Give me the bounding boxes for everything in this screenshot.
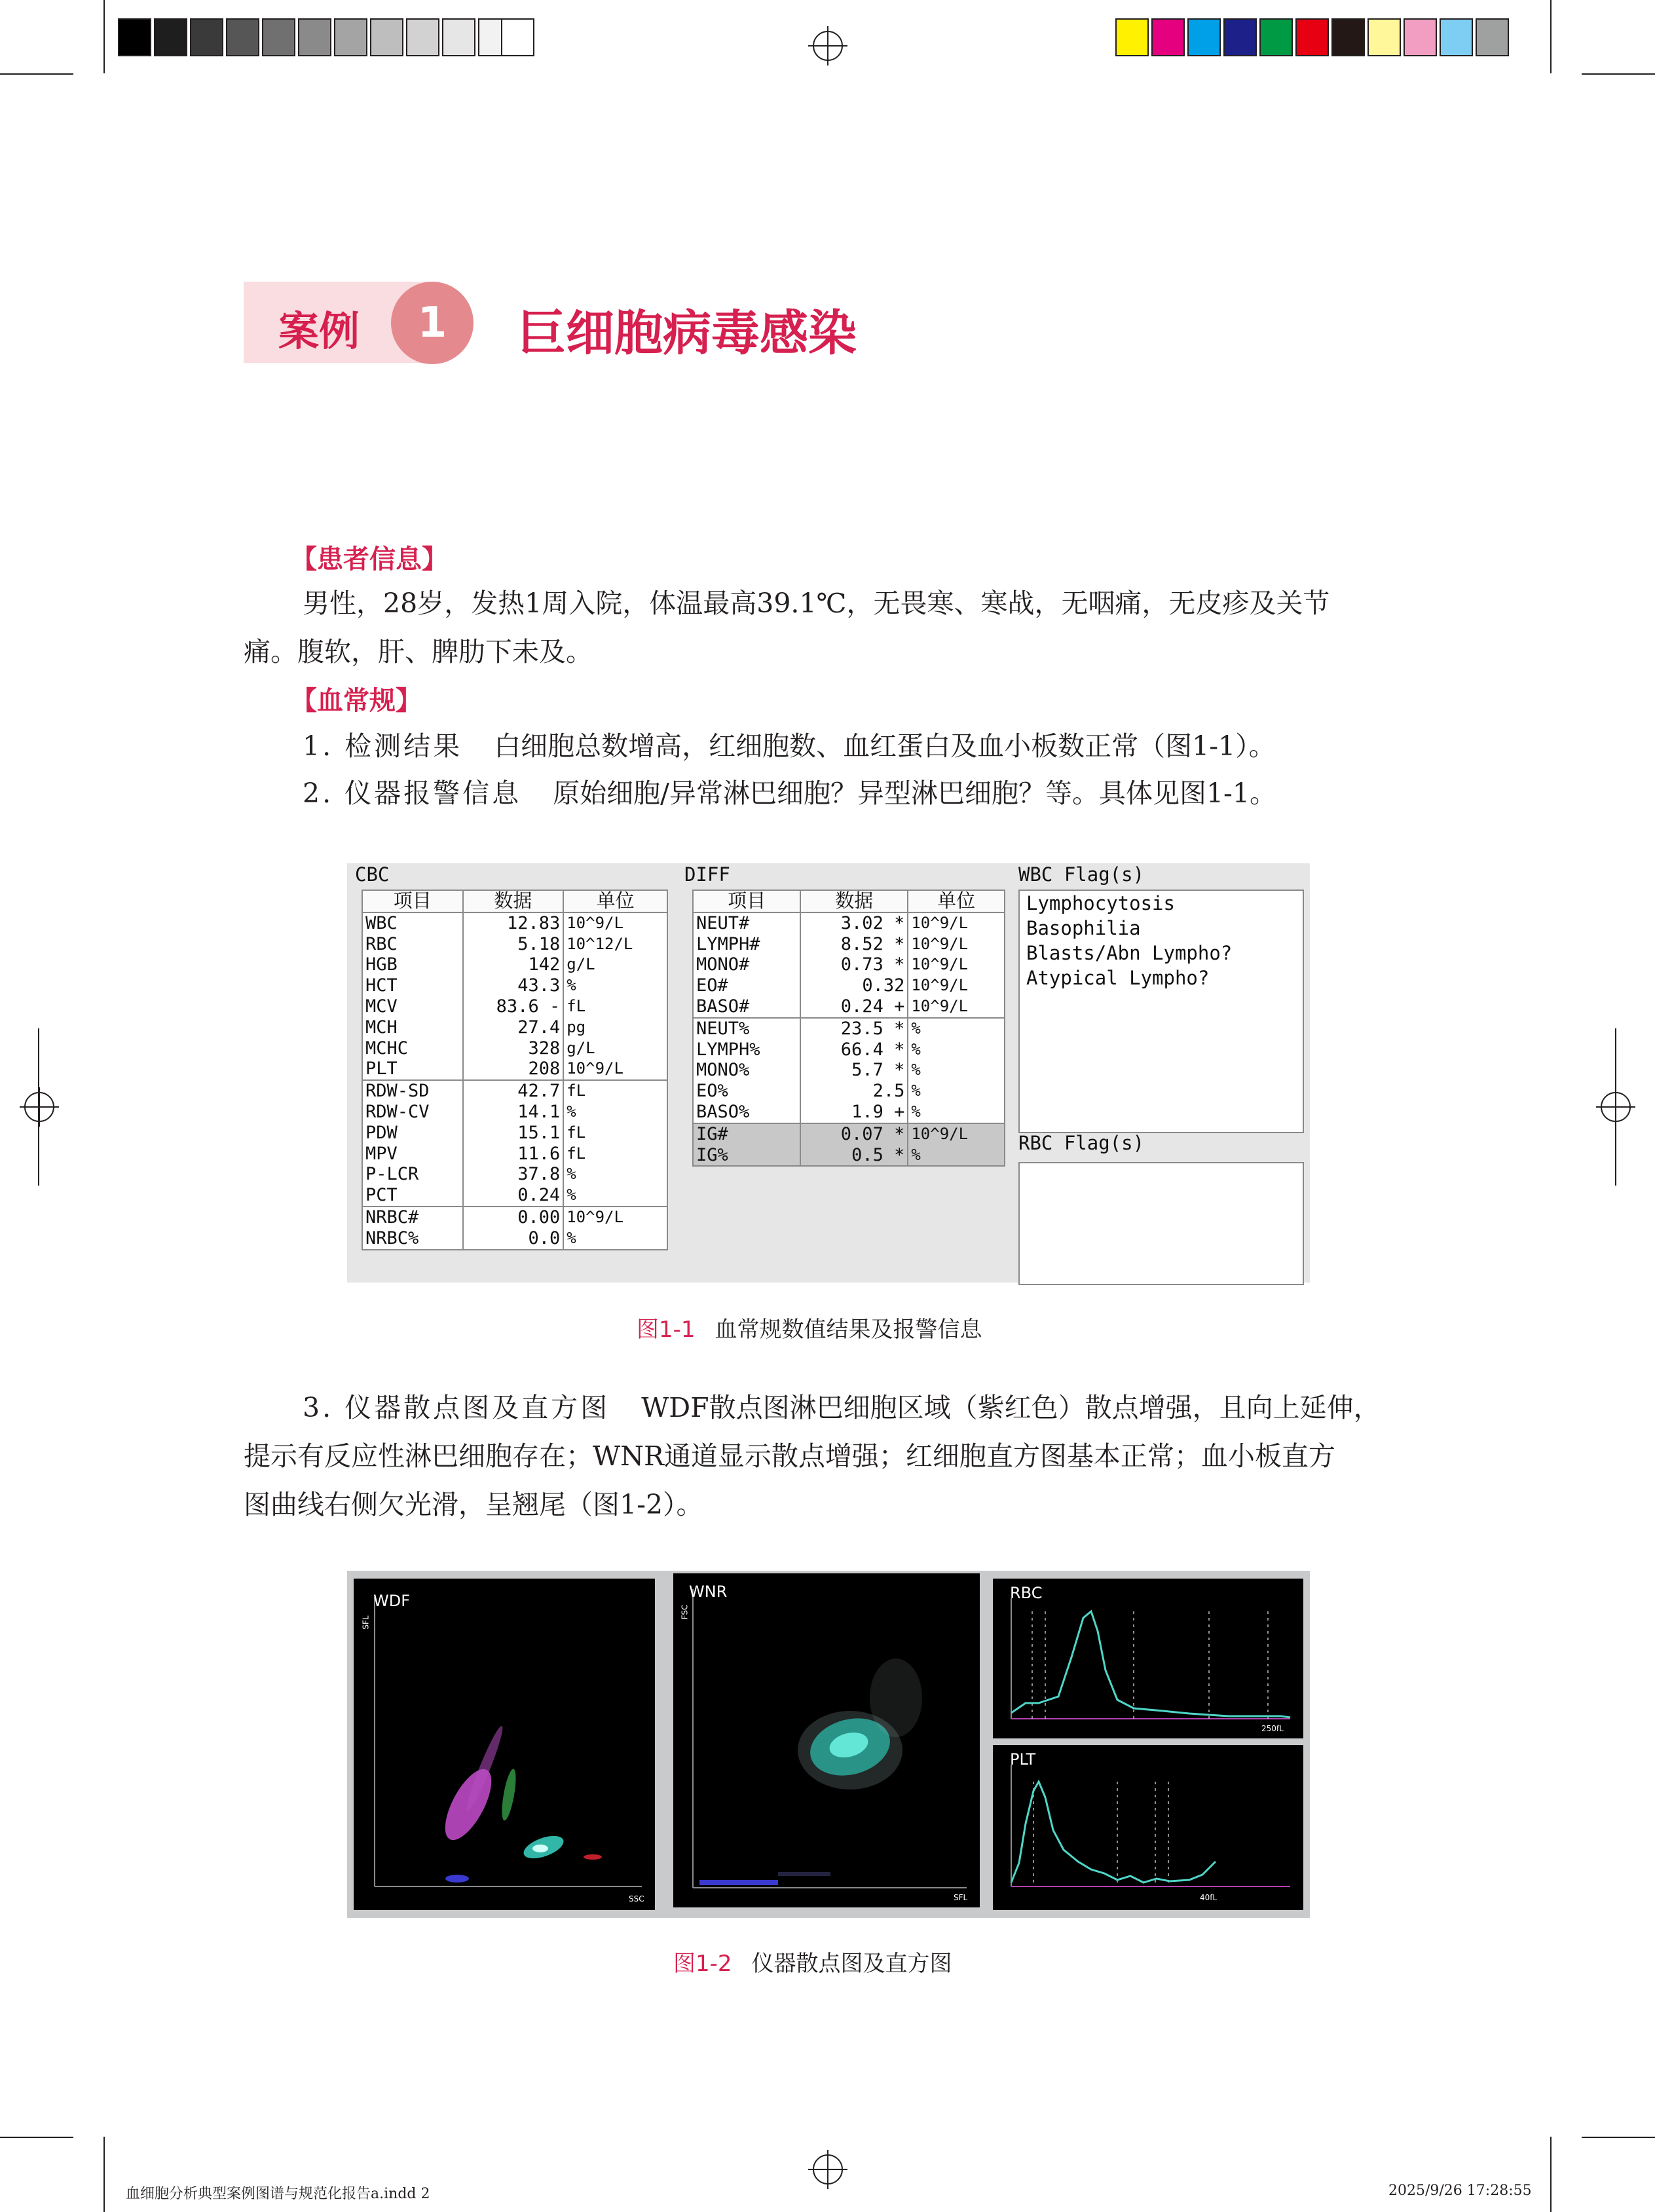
footer-filename: 血细胞分析典型案例图谱与规范化报告a.indd 2 (126, 2186, 430, 2202)
scatter-line-1 (303, 1385, 1381, 1431)
rbc-histogram-graphic (993, 1579, 1303, 1738)
row-value: 0.24 (463, 1185, 564, 1207)
plt-histogram (993, 1745, 1303, 1910)
row-value: 1.9 + (800, 1102, 908, 1123)
table-row (693, 954, 1005, 975)
table-row (693, 975, 1005, 996)
table-row (693, 1040, 1005, 1060)
row-unit: 10^9/L (563, 1059, 667, 1080)
figure-1-2-number: 图1-2 (673, 1951, 732, 1977)
table-row (362, 1038, 667, 1059)
table-row (362, 1123, 667, 1144)
row-value: 0.00 (463, 1207, 564, 1228)
row-item: MPV (362, 1144, 463, 1165)
wnr-y-axis-label: FSC (680, 1604, 690, 1620)
patient-section-title: 【患者信息】 (291, 544, 448, 574)
figure-1-1-caption (637, 1311, 982, 1343)
registration-mark-icon (808, 26, 847, 66)
scatter-line-3: 图曲线右侧欠光滑，呈翘尾（图1-2）。 (244, 1489, 703, 1520)
row-item: IG# (693, 1123, 800, 1145)
rbc-histogram (993, 1579, 1303, 1738)
registration-mark-icon (808, 2150, 847, 2189)
row-value: 208 (463, 1059, 564, 1080)
page-title: 巨细胞病毒感染 (517, 305, 857, 362)
row-unit: pg (567, 1017, 586, 1036)
figure-1-2-text: 仪器散点图及直方图 (751, 1951, 952, 1977)
row-unit: % (567, 1102, 576, 1121)
blood-item-2-label: 2. 仪器报警信息 (303, 778, 522, 809)
case-number-badge: 1 (391, 282, 474, 364)
row-item: MONO# (693, 954, 800, 975)
figure-1-1-number: 图1-1 (637, 1317, 696, 1343)
wdf-title: WDF (373, 1592, 411, 1610)
row-unit: 10^9/L (911, 976, 969, 995)
row-unit: % (908, 1102, 1005, 1123)
wdf-x-axis-label: SSC (629, 1894, 644, 1903)
row-unit: % (911, 1060, 921, 1079)
figure-1-2-caption (673, 1945, 952, 1978)
row-value: 27.4 (463, 1017, 564, 1038)
scatter-text-1: WDF散点图淋巴细胞区域（紫红色）散点增强，且向上延伸， (641, 1392, 1381, 1423)
row-item: BASO# (693, 996, 800, 1018)
figure-1-1-results-panel (347, 863, 1310, 1283)
wnr-title: WNR (689, 1583, 728, 1601)
table-row (362, 1102, 667, 1123)
table-row (693, 1060, 1005, 1081)
blood-item-2-text: 原始细胞/异常淋巴细胞？异型淋巴细胞？等。具体见图1-1。 (553, 778, 1276, 809)
row-value: 5.7 * (800, 1060, 908, 1081)
table-row (693, 934, 1005, 955)
row-value: 11.6 (463, 1144, 564, 1165)
case-label: 案例 (278, 307, 360, 355)
table-row (362, 954, 667, 975)
row-item: P-LCR (362, 1164, 463, 1185)
row-value: 0.5 * (800, 1145, 908, 1167)
scatter-label: 3. 仪器散点图及直方图 (303, 1392, 610, 1423)
row-unit: 10^9/L (911, 934, 969, 953)
row-unit: % (911, 1081, 921, 1100)
blood-item-1 (303, 723, 1276, 769)
col-header-value: 数据 (800, 890, 908, 912)
row-item: RBC (362, 934, 463, 955)
cbc-table (362, 890, 668, 1250)
row-value: 12.83 (463, 912, 564, 934)
col-header-value: 数据 (463, 890, 564, 912)
row-unit: % (567, 1228, 576, 1247)
blood-item-2 (303, 770, 1276, 816)
row-unit: 10^9/L (908, 996, 1005, 1018)
row-value: 0.24 + (800, 996, 908, 1018)
col-header-item: 项目 (693, 890, 800, 912)
row-unit: fL (567, 1144, 586, 1163)
row-unit: 10^9/L (911, 955, 969, 974)
table-row (362, 1228, 667, 1250)
wdf-scatter-plot (354, 1579, 655, 1910)
row-item: MONO% (693, 1060, 800, 1081)
wdf-scatter-graphic (354, 1579, 655, 1910)
table-row (693, 1102, 1005, 1123)
table-row (362, 934, 667, 955)
wnr-scatter-plot (673, 1573, 980, 1907)
row-value: 8.52 * (800, 934, 908, 955)
diff-label: DIFF (684, 863, 730, 886)
wbc-flag-item: Basophilia (1026, 917, 1141, 939)
row-value: 0.0 (463, 1228, 564, 1250)
plt-histogram-graphic (993, 1745, 1303, 1910)
row-item: WBC (362, 912, 463, 934)
table-row (693, 1145, 1005, 1167)
row-unit: g/L (567, 955, 595, 974)
table-row (362, 1144, 667, 1165)
row-unit: 10^9/L (911, 913, 969, 932)
table-row (693, 996, 1005, 1018)
row-unit: % (567, 976, 576, 995)
row-item: PLT (362, 1059, 463, 1080)
row-item: NEUT# (693, 912, 800, 934)
row-item: EO% (693, 1081, 800, 1102)
table-row (362, 1207, 667, 1228)
row-item: LYMPH# (693, 934, 800, 955)
blood-section-title: 【血常规】 (291, 686, 422, 716)
rbc-flag-box (1018, 1162, 1304, 1285)
table-row (362, 1164, 667, 1185)
row-value: 0.73 * (800, 954, 908, 975)
row-unit: fL (567, 1123, 586, 1142)
figure-1-2-plots (347, 1571, 1310, 1918)
row-item: PCT (362, 1185, 463, 1207)
row-unit: g/L (567, 1038, 595, 1057)
row-item: EO# (693, 975, 800, 996)
row-item: HCT (362, 975, 463, 996)
wbc-flag-label: WBC Flag(s) (1018, 863, 1145, 886)
row-unit: fL (567, 996, 586, 1015)
row-value: 142 (463, 954, 564, 975)
row-item: BASO% (693, 1102, 800, 1123)
row-value: 3.02 * (800, 912, 908, 934)
blood-item-1-text: 白细胞总数增高，红细胞数、血红蛋白及血小板数正常（图1-1）。 (494, 730, 1276, 762)
row-value: 328 (463, 1038, 564, 1059)
table-row (693, 1018, 1005, 1040)
row-item: NRBC# (362, 1207, 463, 1228)
rbc-histogram-title: RBC (1010, 1584, 1043, 1602)
table-row (362, 975, 667, 996)
wbc-flag-item: Atypical Lympho? (1026, 967, 1210, 989)
plt-histogram-title: PLT (1010, 1750, 1036, 1769)
table-row (693, 1081, 1005, 1102)
row-item: RDW-SD (362, 1080, 463, 1102)
row-item: MCV (362, 996, 463, 1017)
row-value: 42.7 (463, 1080, 564, 1102)
row-value: 0.32 (800, 975, 908, 996)
table-row (362, 1017, 667, 1038)
table-row (693, 912, 1005, 934)
wdf-y-axis-label: SFL (361, 1615, 371, 1630)
table-row (693, 1123, 1005, 1145)
wbc-flag-item: Blasts/Abn Lympho? (1026, 942, 1233, 964)
row-item: RDW-CV (362, 1102, 463, 1123)
scatter-line-2: 提示有反应性淋巴细胞存在；WNR通道显示散点增强；红细胞直方图基本正常；血小板直方 (244, 1440, 1335, 1472)
row-unit: fL (567, 1081, 586, 1100)
footer-timestamp: 2025/9/26 17:28:55 (1388, 2183, 1532, 2199)
rbc-x-max-label: 250fL (1261, 1724, 1284, 1733)
row-unit: % (911, 1040, 921, 1059)
registration-mark-icon (20, 1087, 59, 1127)
row-value: 0.07 * (800, 1123, 908, 1145)
rbc-flag-label: RBC Flag(s) (1018, 1132, 1145, 1154)
row-value: 5.18 (463, 934, 564, 955)
row-unit: 10^12/L (567, 934, 633, 953)
row-item: PDW (362, 1123, 463, 1144)
wnr-scatter-graphic (673, 1573, 980, 1907)
row-unit: % (911, 1019, 921, 1038)
row-item: NRBC% (362, 1228, 463, 1250)
row-item: MCH (362, 1017, 463, 1038)
plt-x-max-label: 40fL (1200, 1893, 1218, 1902)
row-item: MCHC (362, 1038, 463, 1059)
row-value: 15.1 (463, 1123, 564, 1144)
row-unit: % (567, 1165, 576, 1184)
row-item: NEUT% (693, 1018, 800, 1040)
col-header-unit: 单位 (563, 890, 667, 912)
table-row (362, 996, 667, 1017)
row-unit: 10^9/L (908, 1123, 1005, 1145)
row-value: 83.6 - (463, 996, 564, 1017)
col-header-item: 项目 (362, 890, 463, 912)
wnr-x-axis-label: SFL (954, 1893, 968, 1902)
wbc-flag-box (1018, 890, 1304, 1133)
figure-1-1-text: 血常规数值结果及报警信息 (715, 1317, 982, 1343)
row-unit: % (563, 1185, 667, 1207)
row-unit: 10^9/L (567, 1207, 623, 1226)
row-unit: 10^9/L (567, 913, 623, 932)
patient-line-1: 男性，28岁，发热1周入院，体温最高39.1℃，无畏寒、寒战，无咽痛，无皮疹及关节 (303, 588, 1330, 619)
row-value: 66.4 * (800, 1040, 908, 1060)
row-item: LYMPH% (693, 1040, 800, 1060)
table-row (362, 1080, 667, 1102)
row-value: 37.8 (463, 1164, 564, 1185)
row-value: 43.3 (463, 975, 564, 996)
col-header-unit: 单位 (908, 890, 1005, 912)
row-item: IG% (693, 1145, 800, 1167)
blood-item-1-label: 1. 检测结果 (303, 730, 463, 762)
row-value: 23.5 * (800, 1018, 908, 1040)
patient-line-2: 痛。腹软，肝、脾肋下未及。 (244, 636, 593, 667)
row-value: 2.5 (800, 1081, 908, 1102)
row-unit: % (908, 1145, 1005, 1167)
wbc-flag-item: Lymphocytosis (1026, 892, 1175, 914)
table-row (362, 912, 667, 934)
row-item: HGB (362, 954, 463, 975)
cbc-label: CBC (355, 863, 390, 886)
diff-table (692, 890, 1005, 1167)
table-row (362, 1059, 667, 1080)
row-value: 14.1 (463, 1102, 564, 1123)
table-row (362, 1185, 667, 1207)
